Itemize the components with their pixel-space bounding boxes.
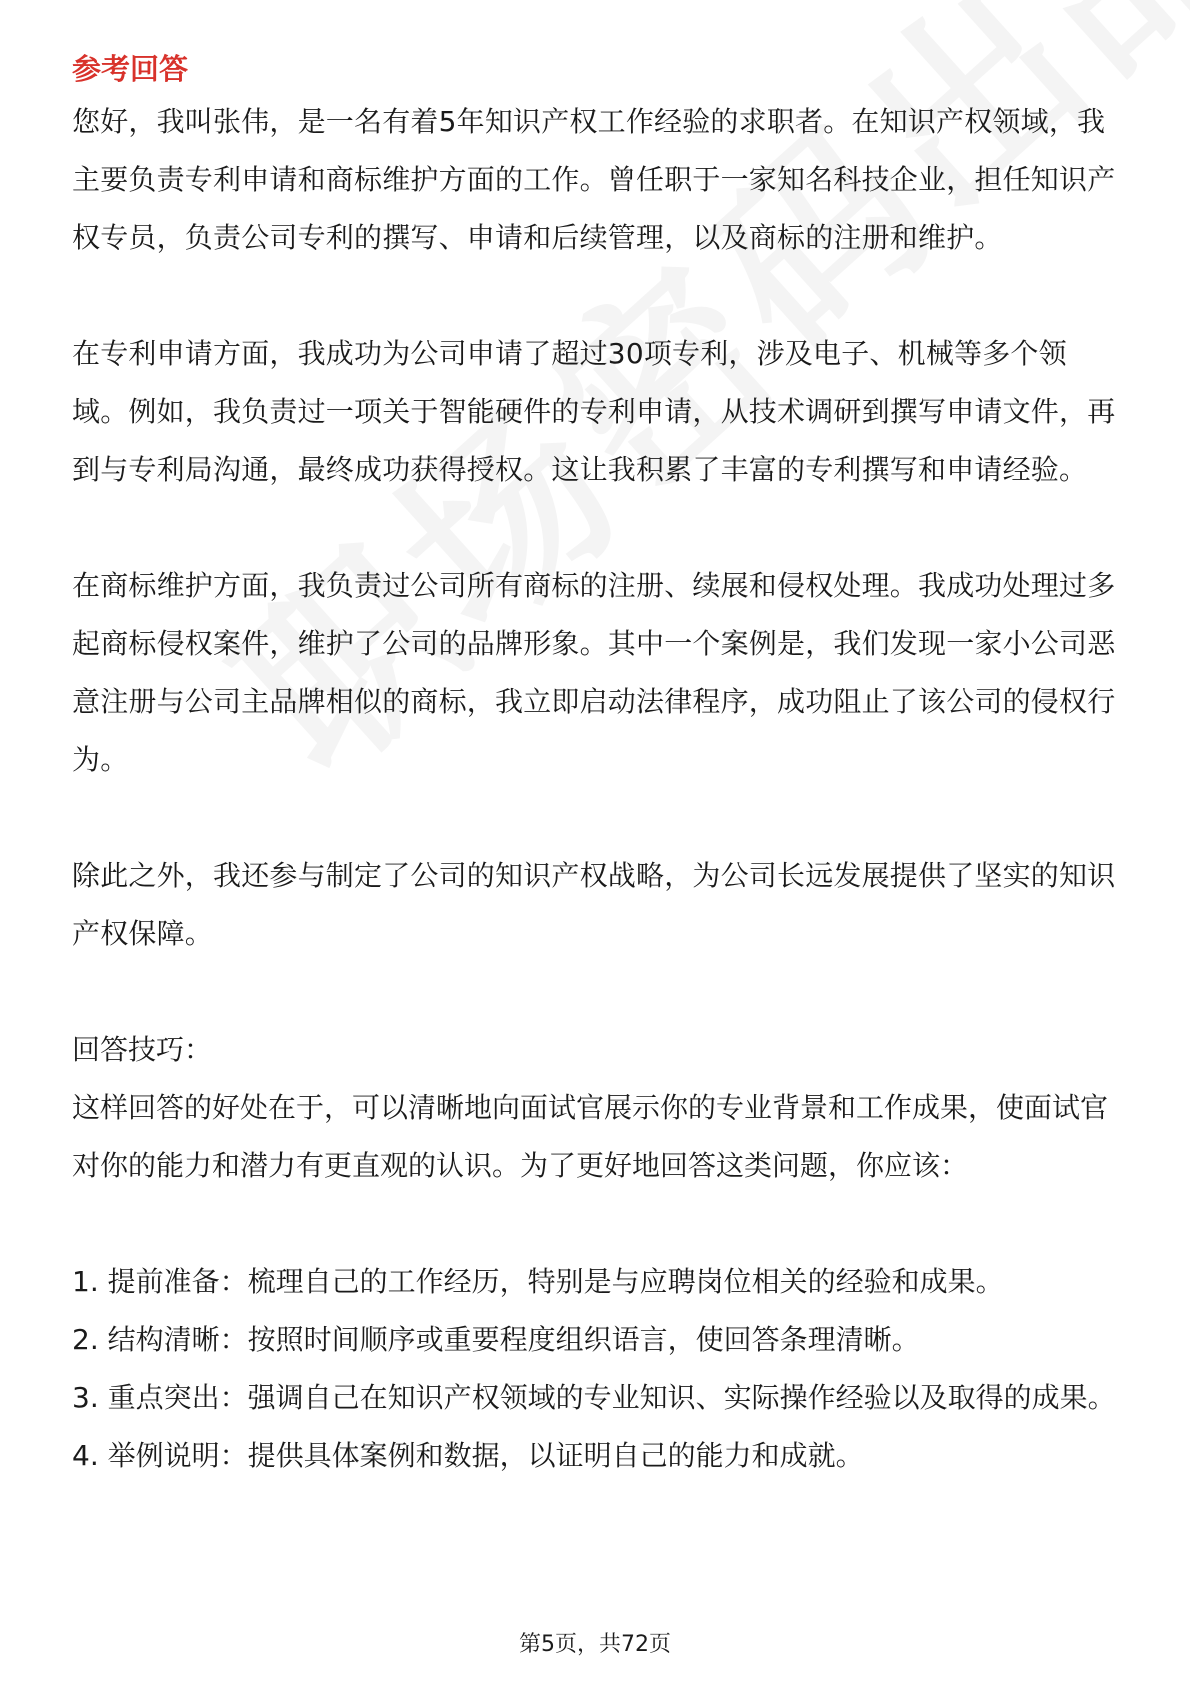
tips-list — [72, 1253, 1122, 1485]
tips-intro: 这样回答的好处在于，可以清晰地向面试官展示你的专业背景和工作成果，使面试官对你的能力和潜力有更直观的认识。为了更好地回答这类问题，你应该： — [72, 1091, 1109, 1182]
tips-list-item: 2. 结构清晰：按照时间顺序或重要程度组织语言，使回答条理清晰。 — [72, 1323, 920, 1356]
tips-list-item: 1. 提前准备：梳理自己的工作经历，特别是与应聘岗位相关的经验和成果。 — [72, 1265, 1004, 1298]
tips-list-item: 3. 重点突出：强调自己在知识产权领域的专业知识、实际操作经验以及取得的成果。 — [72, 1381, 1116, 1414]
answer-paragraph-4: 除此之外，我还参与制定了公司的知识产权战略，为公司长远发展提供了坚实的知识产权保障。 — [72, 859, 1116, 950]
tips-label: 回答技巧： — [72, 1033, 213, 1066]
page-number: 第5页，共72页 — [519, 1632, 671, 1657]
section-title: 参考回答 — [72, 52, 189, 86]
answer-paragraph-1: 您好，我叫张伟，是一名有着5年知识产权工作经验的求职者。在知识产权领域，我主要负责专利申请和商标维护方面的工作。曾任职于一家知名科技企业，担任知识产权专员，负责公司专利的撰写、申请和后续管理，以及商标的注册和维护。 — [72, 105, 1116, 254]
page-content — [72, 45, 1122, 1485]
tips-list-item: 4. 举例说明：提供具体案例和数据，以证明自己的能力和成就。 — [72, 1439, 864, 1472]
answer-paragraph-2: 在专利申请方面，我成功为公司申请了超过30项专利，涉及电子、机械等多个领域。例如，我负责过一项关于智能硬件的专利申请，从技术调研到撰写申请文件，再到与专利局沟通，最终成功获得授权。这让我积累了丰富的专利撰写和申请经验。 — [72, 337, 1116, 486]
answer-paragraph-3: 在商标维护方面，我负责过公司所有商标的注册、续展和侵权处理。我成功处理过多起商标侵权案件，维护了公司的品牌形象。其中一个案例是，我们发现一家小公司恶意注册与公司主品牌相似的商标，我立即启动法律程序，成功阻止了该公司的侵权行为。 — [72, 569, 1116, 776]
